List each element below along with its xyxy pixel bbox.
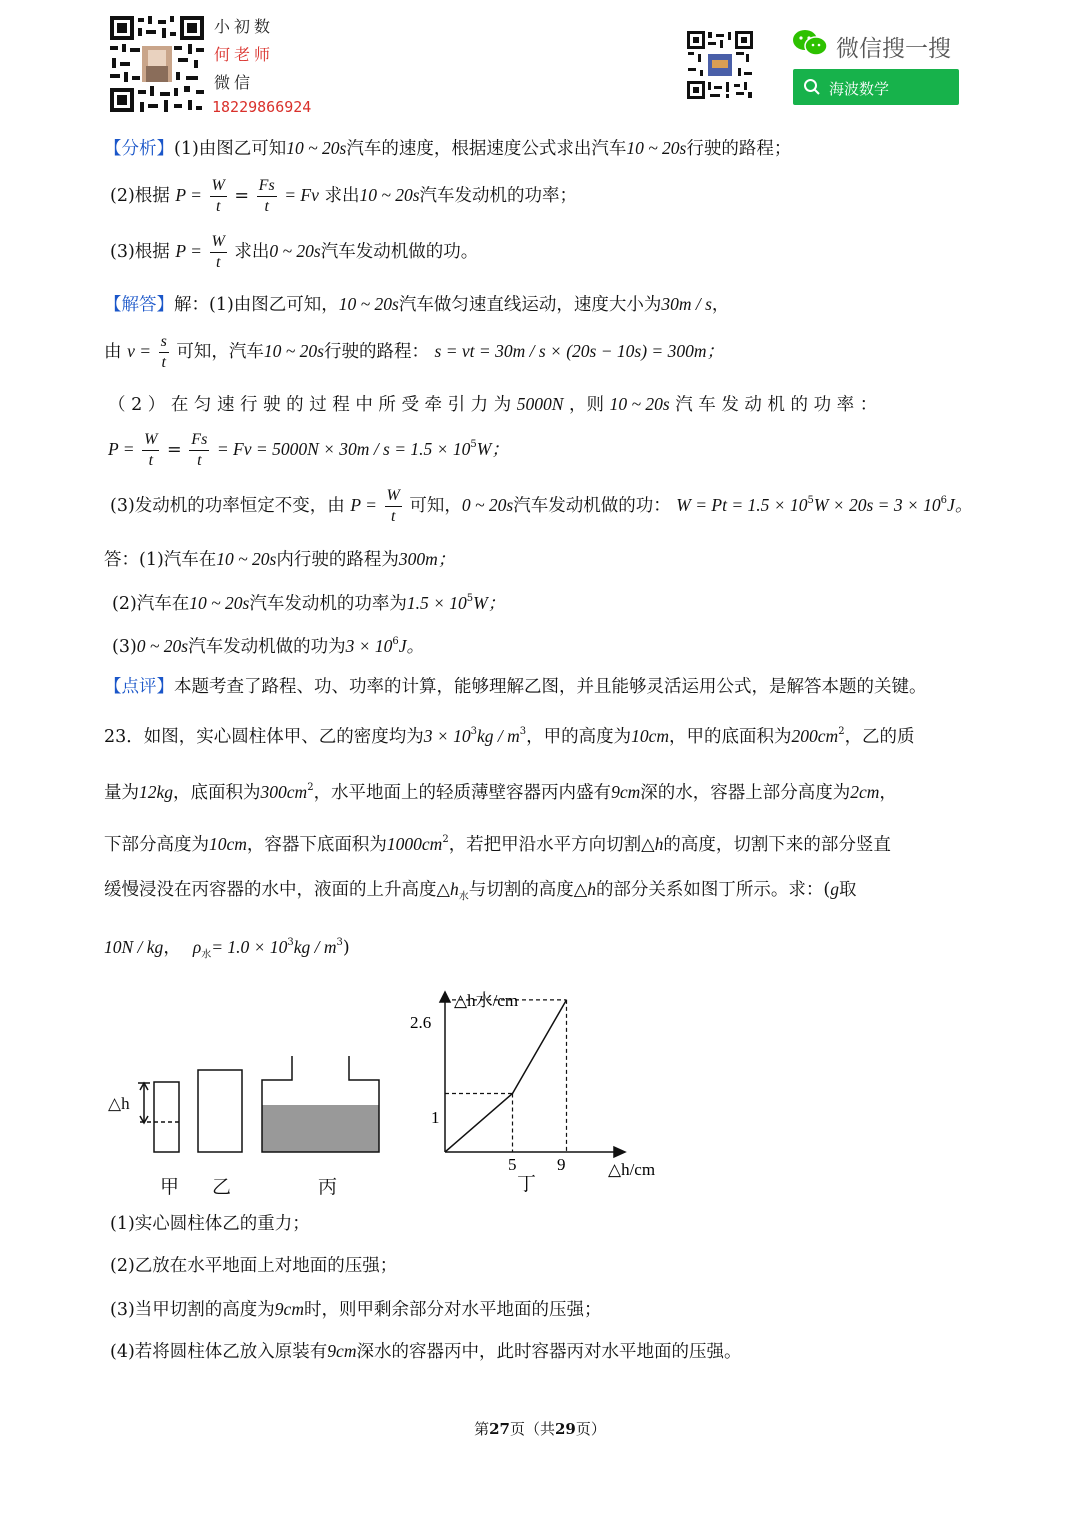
label-yi: 乙	[212, 1176, 232, 1198]
sub-question-2: (2)乙放在水平地面上对地面的压强；	[110, 1256, 398, 1276]
x-tick-label: 9	[557, 1155, 566, 1174]
fraction: $\frac{Fs}{t}$	[258, 177, 275, 215]
cylinder-yi	[198, 1070, 242, 1152]
fraction: $\frac{W}{t}$	[386, 487, 400, 525]
solution-line-5: (3)发动机的功率恒定不变，由 P = $\frac{W}{t}$ 可知，0 ~ 20s汽车发动机做的功： $W = Pt = 1.5 \times 10^5W \times 20s = 3 \times 10^6J$。	[110, 487, 973, 525]
solution-line-3: （ 2 ） 在 匀 速 行 驶 的 过 程 中 所 受 牵 引 力 为 5000N ，则 10 ~ 20s 汽 车 发 动 机 的 功 率 ：	[108, 394, 878, 415]
page-number: 第27页（共29页）	[474, 1420, 606, 1438]
x-axis-label: △h/cm	[608, 1160, 656, 1179]
fraction: $\frac{W}{t}$	[211, 177, 225, 215]
qr-code-right	[686, 30, 754, 100]
y-axis-label: △h水/cm	[454, 991, 519, 1010]
fraction: $\frac{W}{t}$	[211, 233, 225, 271]
label-bing: 丙	[318, 1176, 338, 1198]
answer-line-2: (2)汽车在10 ~ 20s汽车发动机的功率为$1.5 \times 10^5W$；	[112, 593, 506, 614]
fraction: $\frac{W}{t}$	[144, 431, 158, 469]
analysis-line-2: (2)根据 P = $\frac{W}{t}$ = $\frac{Fs}{t}$ = Fv 求出10 ~ 20s汽车发动机的功率；	[110, 177, 578, 215]
question-23-line-3: 下部分高度为10cm，容器下底面积为$1000cm^2$，若把甲沿水平方向切割△h的高度，切割下来的部分竖直	[104, 834, 891, 855]
x-tick-label: 5	[508, 1155, 517, 1174]
search-button[interactable]	[793, 69, 959, 105]
chart-ding	[400, 980, 690, 1200]
header-label-1: 小初数	[214, 17, 275, 36]
sub-question-3: (3)当甲切割的高度为9cm时，则甲剩余部分对水平地面的压强；	[110, 1299, 602, 1320]
analysis-tag: 【分析】	[104, 139, 174, 159]
answer-line-1: 答：(1)汽车在10 ~ 20s内行驶的路程为300m；	[104, 549, 456, 570]
search-icon	[803, 78, 821, 100]
fraction: $\frac{s}{t}$	[160, 333, 167, 371]
answer-line-3: (3)0 ~ 20s汽车发动机做的功为$3 \times 10^6J$。	[112, 636, 425, 657]
sub-question-1: (1)实心圆柱体乙的重力；	[110, 1214, 310, 1234]
label-ding: 丁	[517, 1173, 537, 1195]
question-23-line-1: 23．如图，实心圆柱体甲、乙的密度均为$3 \times 10^3kg / m^3$，甲的高度为10cm，甲的底面积为$200cm^2$，乙的质	[104, 726, 915, 747]
question-23-line-4: 缓慢浸没在丙容器的水中，液面的上升高度$\triangle h_水$与切割的高度△h的部分关系如图丁所示。求：(g取	[104, 879, 857, 903]
wechat-logo-icon	[792, 28, 828, 58]
wechat-search-label: 微信搜一搜	[836, 36, 951, 62]
phone-number: 18229866924	[212, 98, 312, 116]
data-line	[445, 1000, 567, 1152]
solution-line-1: 【解答】解：(1)由图乙可知，10 ~ 20s汽车做匀速直线运动，速度大小为30m / s，	[104, 294, 730, 315]
figure-cylinders	[100, 1050, 400, 1200]
y-tick-label: 2.6	[410, 1013, 432, 1032]
question-23-line-5: 10N / kg， $\rho_水= 1.0 \times 10^3kg / m^3$)	[104, 937, 350, 961]
header-label-2: 何老师	[214, 45, 275, 64]
water	[262, 1105, 379, 1152]
x-axis-arrow	[614, 1147, 625, 1157]
label-jia: 甲	[160, 1176, 180, 1198]
header-label-3: 微信	[214, 73, 255, 92]
analysis-line-3: (3)根据 P = $\frac{W}{t}$ 求出0 ~ 20s汽车发动机做的功。	[110, 233, 479, 271]
y-tick-label: 1	[431, 1108, 440, 1127]
fraction: $\frac{Fs}{t}$	[191, 431, 208, 469]
sub-question-4: (4)若将圆柱体乙放入原装有9cm深水的容器丙中，此时容器丙对水平地面的压强。	[110, 1341, 742, 1362]
question-23-line-2: 量为12kg，底面积为$300cm^2$，水平地面上的轻质薄壁容器丙内盛有9cm深的水，容器上部分高度为2cm，	[104, 782, 897, 803]
cylinder-jia	[154, 1082, 179, 1152]
comment-tag: 【点评】	[104, 677, 174, 697]
qr-code-left	[108, 14, 206, 114]
delta-h-label: △h	[108, 1094, 130, 1113]
solution-line-2: 由 v = $\frac{s}{t}$ 可知，汽车10 ~ 20s行驶的路程： s = vt = 30m / s × (20s − 10s) = 300m；	[104, 333, 724, 371]
comment-line: 【点评】本题考查了路程、功、功率的计算，能够理解乙图，并且能够灵活运用公式，是解答本题的关键。	[104, 677, 927, 697]
analysis-line-1: 【分析】(1)由图乙可知10 ~ 20s汽车的速度，根据速度公式求出汽车10 ~ 20s行驶的路程；	[104, 138, 792, 159]
solution-tag: 【解答】	[104, 295, 174, 315]
solution-line-4: P = $\frac{W}{t}$ = $\frac{Fs}{t}$ = $Fv = 5000N \times 30m / s = 1.5 \times 10^5W$；	[108, 431, 509, 469]
search-button-label: 海波数学	[829, 80, 890, 98]
